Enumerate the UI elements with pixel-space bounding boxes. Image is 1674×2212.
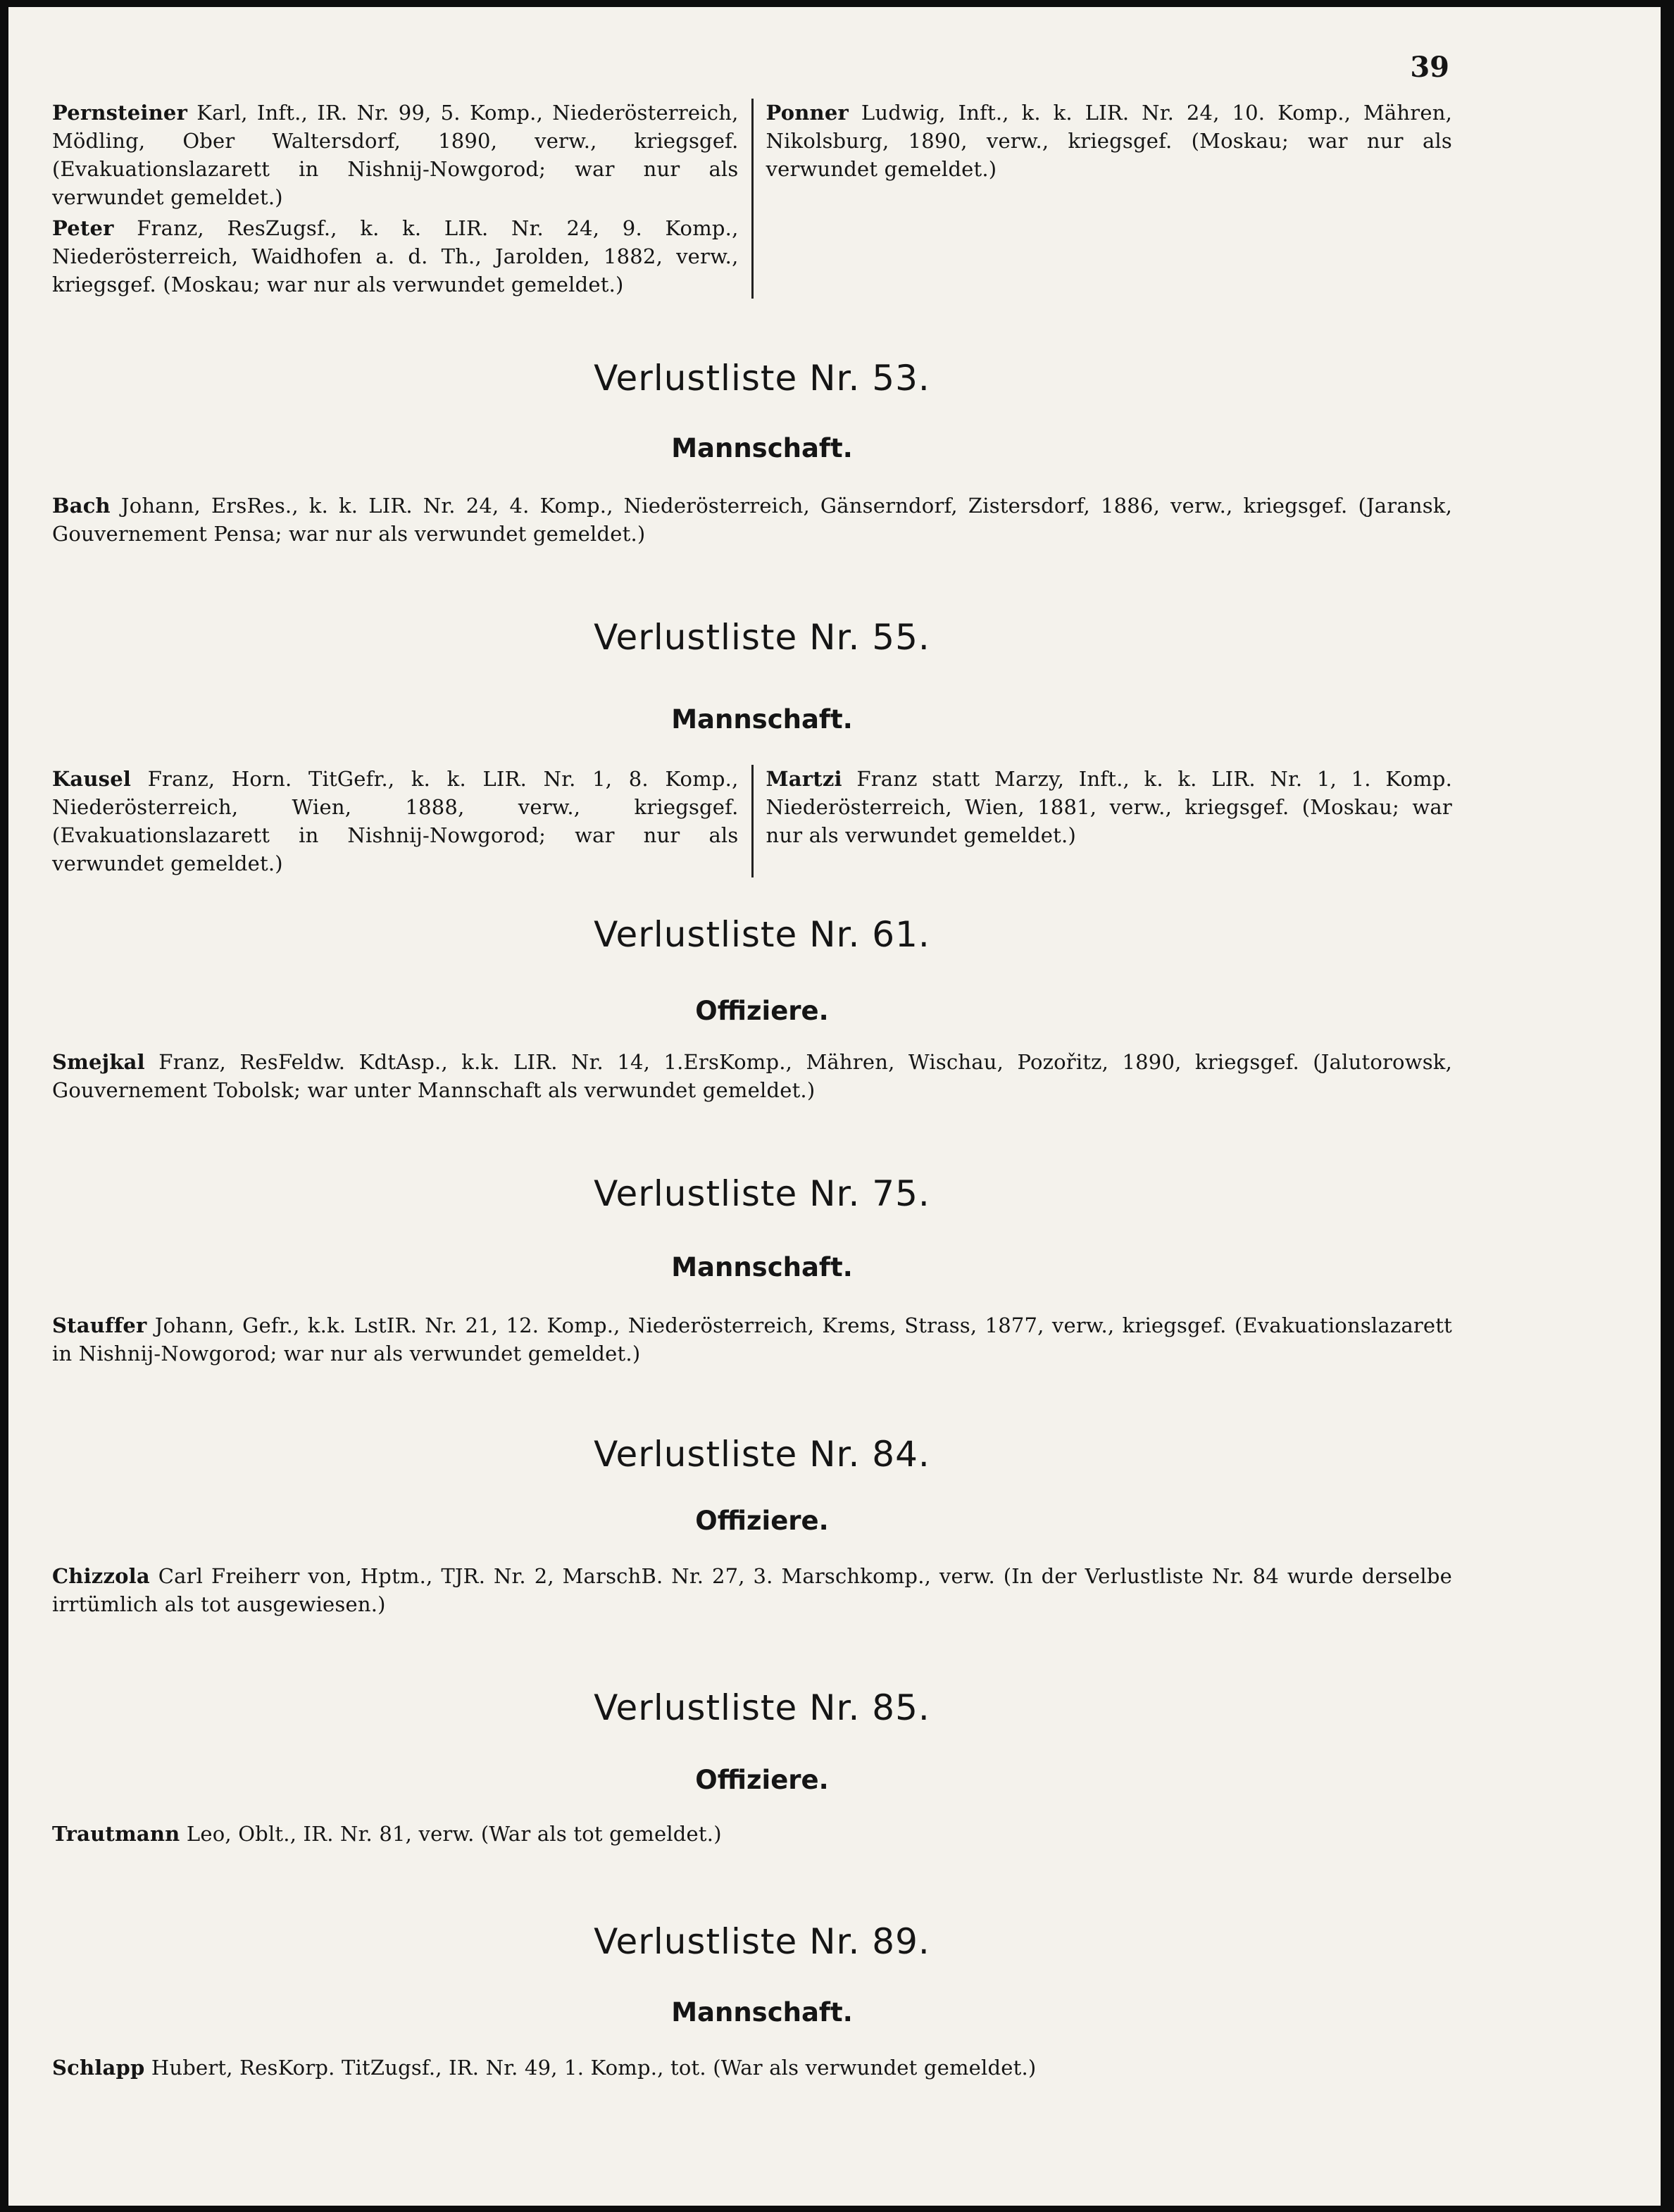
entry-name: Bach [52,494,111,518]
section-subtitle-61: Offiziere. [695,996,829,1026]
section-title-75: Verlustliste Nr. 75. [594,1173,930,1214]
entry-text: Johann, Gefr., k.k. LstIR. Nr. 21, 12. Komp., Niederösterreich, Krems, Strass, 1877, verw., kriegsgef. (Evakuationslazarett in Nishnij-Nowgorod; war nur als verwundet gemeldet.) [52,1313,1452,1366]
section-title-84: Verlustliste Nr. 84. [594,1434,930,1475]
top-left-column [52,99,754,299]
section-title-55: Verlustliste Nr. 55. [594,617,930,658]
section-title-61: Verlustliste Nr. 61. [594,914,930,955]
entry-ponner [766,99,1453,183]
section-61-entries [52,1048,1452,1104]
entry-peter [52,214,739,299]
entry-text: Johann, ErsRes., k. k. LIR. Nr. 24, 4. Komp., Niederösterreich, Gänserndorf, Zistersdorf, 1886, verw., kriegsgef. (Jaransk, Gouvernement Pensa; war nur als verwundet gemeldet.) [52,494,1452,546]
entry-name: Chizzola [52,1564,150,1588]
section-55-right-column [754,765,1453,877]
section-title-53: Verlustliste Nr. 53. [594,358,930,399]
entry-name: Martzi [766,767,842,791]
document-page [8,7,1661,2206]
entry-name: Ponner [766,101,849,125]
entry-text: Franz, Horn. TitGefr., k. k. LIR. Nr. 1, 8. Komp., Niederösterreich, Wien, 1888, verw., kriegsgef. (Evakuationslazarett in Nishnij-Nowgorod; war nur als verwundet gemeldet.) [52,767,739,875]
entry-trautmann [52,1820,1452,1848]
entry-bach [52,492,1452,548]
entry-text: Franz statt Marzy, Inft., k. k. LIR. Nr. 1, 1. Komp. Niederösterreich, Wien, 1881, verw., kriegsgef. (Moskau; war nur als verwundet gemeldet.) [766,767,1452,847]
entry-stauffer [52,1311,1452,1368]
section-subtitle-85: Offiziere. [695,1765,829,1795]
entry-text: Ludwig, Inft., k. k. LIR. Nr. 24, 10. Komp., Mähren, Nikolsburg, 1890, verw., kriegsgef. (Moskau; war nur als verwundet gemeldet.) [766,101,1453,181]
entry-name: Stauffer [52,1313,147,1337]
entry-name: Pernsteiner [52,101,188,125]
entry-text: Leo, Oblt., IR. Nr. 81, verw. (War als tot gemeldet.) [186,1822,722,1846]
entry-smejkal [52,1048,1452,1104]
entry-martzi [766,765,1453,849]
entry-name: Smejkal [52,1050,145,1074]
section-subtitle-53: Mannschaft. [671,433,853,463]
entry-name: Trautmann [52,1822,180,1846]
section-subtitle-89: Mannschaft. [671,1997,853,2027]
entry-text: Karl, Inft., IR. Nr. 99, 5. Komp., Niederösterreich, Mödling, Ober Waltersdorf, 1890, verw., kriegsgef. (Evakuationslazarett in Nishnij-Nowgorod; war nur als verwundet gemeldet.) [52,101,739,209]
entry-text: Carl Freiherr von, Hptm., TJR. Nr. 2, MarschB. Nr. 27, 3. Marschkomp., verw. (In der Verlustliste Nr. 84 wurde derselbe irrtümlich als tot ausgewiesen.) [52,1564,1452,1616]
page-number: 39 [1410,51,1449,84]
section-53-entries [52,492,1452,548]
section-title-85: Verlustliste Nr. 85. [594,1687,930,1728]
entry-name: Kausel [52,767,132,791]
section-55-entries [52,765,1452,877]
section-75-entries [52,1311,1452,1368]
entry-text: Franz, ResFeldw. KdtAsp., k.k. LIR. Nr. 14, 1.ErsKomp., Mähren, Wischau, Pozořitz, 1890, kriegsgef. (Jalutorowsk, Gouvernement Tobolsk; war unter Mannschaft als verwundet gemeldet.) [52,1050,1453,1102]
entry-kausel [52,765,739,877]
section-subtitle-75: Mannschaft. [671,1252,853,1282]
section-title-89: Verlustliste Nr. 89. [594,1921,930,1962]
section-subtitle-84: Offiziere. [695,1506,829,1536]
section-55-left-column [52,765,754,877]
top-right-column [754,99,1453,299]
entry-name: Peter [52,216,114,240]
entry-pernsteiner [52,99,739,211]
entry-text: Hubert, ResKorp. TitZugsf., IR. Nr. 49, 1. Komp., tot. (War als verwundet gemeldet.) [151,2056,1037,2080]
section-85-entries [52,1820,1452,1848]
entry-schlapp [52,2054,1452,2082]
entry-text: Franz, ResZugsf., k. k. LIR. Nr. 24, 9. Komp., Niederösterreich, Waidhofen a. d. Th., Jarolden, 1882, verw., kriegsgef. (Moskau; war nur als verwundet gemeldet.) [52,216,739,296]
section-subtitle-55: Mannschaft. [671,704,853,735]
section-89-entries [52,2054,1452,2082]
top-entries-block [52,99,1452,299]
entry-name: Schlapp [52,2056,145,2080]
entry-chizzola [52,1562,1452,1618]
section-84-entries [52,1562,1452,1618]
